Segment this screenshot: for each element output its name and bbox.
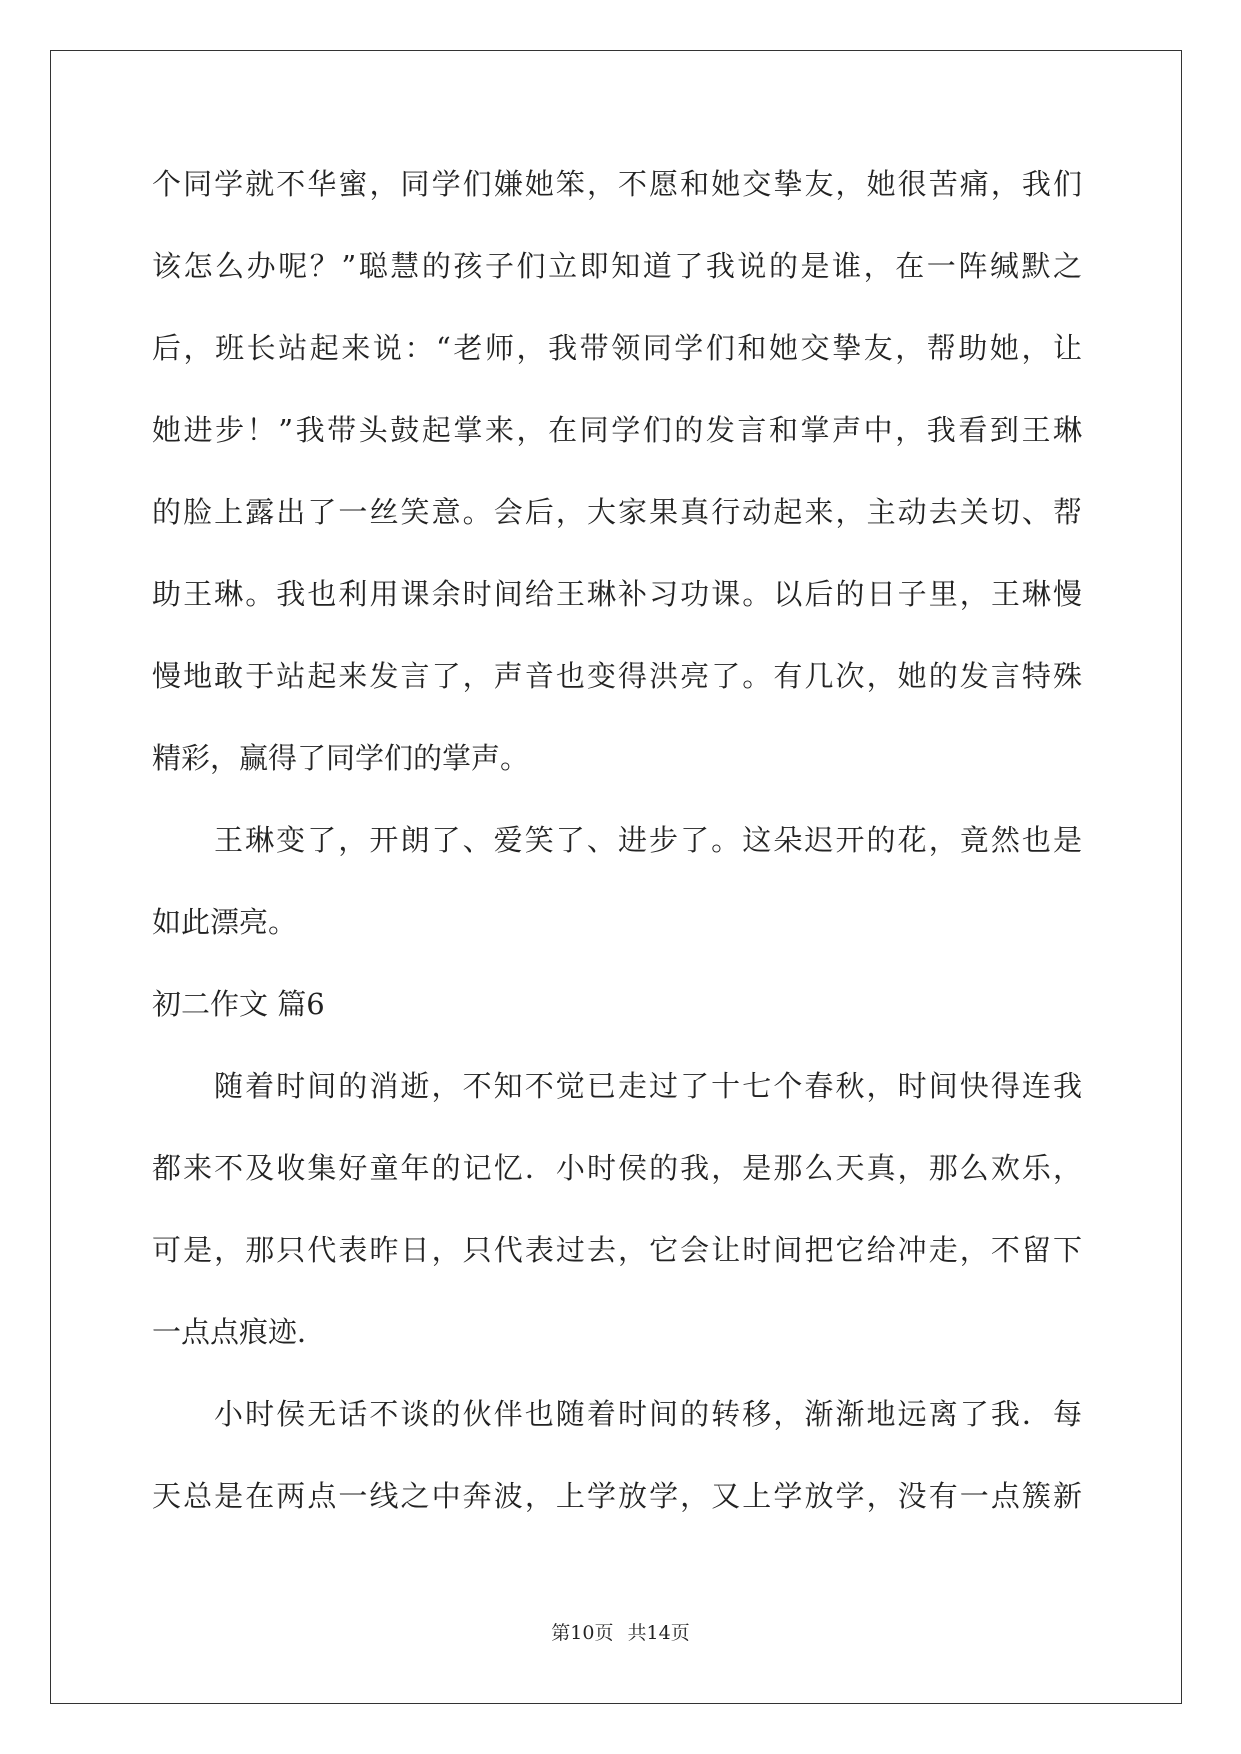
- section-heading: 初二作文 篇6: [152, 987, 325, 1021]
- text-line: 助王琳。我也利用课余时间给王琳补习功课。以后的日子里，王琳慢: [152, 577, 1082, 611]
- document-body: [152, 160, 1082, 1554]
- page-number: 第10页: [551, 1622, 614, 1644]
- page-footer: [0, 1618, 1241, 1645]
- text-line: 一点点痕迹．: [152, 1315, 327, 1349]
- text-line: 可是，那只代表昨日，只代表过去，它会让时间把它给冲走，不留下: [152, 1233, 1082, 1267]
- text-line: 如此漂亮。: [152, 905, 298, 939]
- text-line: 王琳变了，开朗了、爱笑了、进步了。这朵迟开的花，竟然也是: [214, 823, 1082, 857]
- text-line: 后，班长站起来说：“老师，我带领同学们和她交挚友，帮助她，让: [152, 331, 1082, 365]
- text-line: 个同学就不华蜜，同学们嫌她笨，不愿和她交挚友，她很苦痛，我们: [152, 167, 1082, 201]
- text-line: 天总是在两点一线之中奔波，上学放学，又上学放学，没有一点簇新: [152, 1479, 1082, 1513]
- text-line: 精彩，赢得了同学们的掌声。: [152, 741, 530, 775]
- text-line: 都来不及收集好童年的记忆．小时侯的我，是那么天真，那么欢乐，: [152, 1151, 1082, 1185]
- text-line: 的脸上露出了一丝笑意。会后，大家果真行动起来，主动去关切、帮: [152, 495, 1082, 529]
- text-line: 该怎么办呢？”聪慧的孩子们立即知道了我说的是谁，在一阵缄默之: [152, 249, 1082, 283]
- total-pages: 共14页: [627, 1622, 690, 1644]
- text-line: 随着时间的消逝，不知不觉已走过了十七个春秋，时间快得连我: [214, 1069, 1082, 1103]
- text-line: 她进步！”我带头鼓起掌来，在同学们的发言和掌声中，我看到王琳: [152, 413, 1082, 447]
- text-line: 慢地敢于站起来发言了，声音也变得洪亮了。有几次，她的发言特殊: [152, 659, 1082, 693]
- text-line: 小时侯无话不谈的伙伴也随着时间的转移，渐渐地远离了我．每: [214, 1397, 1082, 1431]
